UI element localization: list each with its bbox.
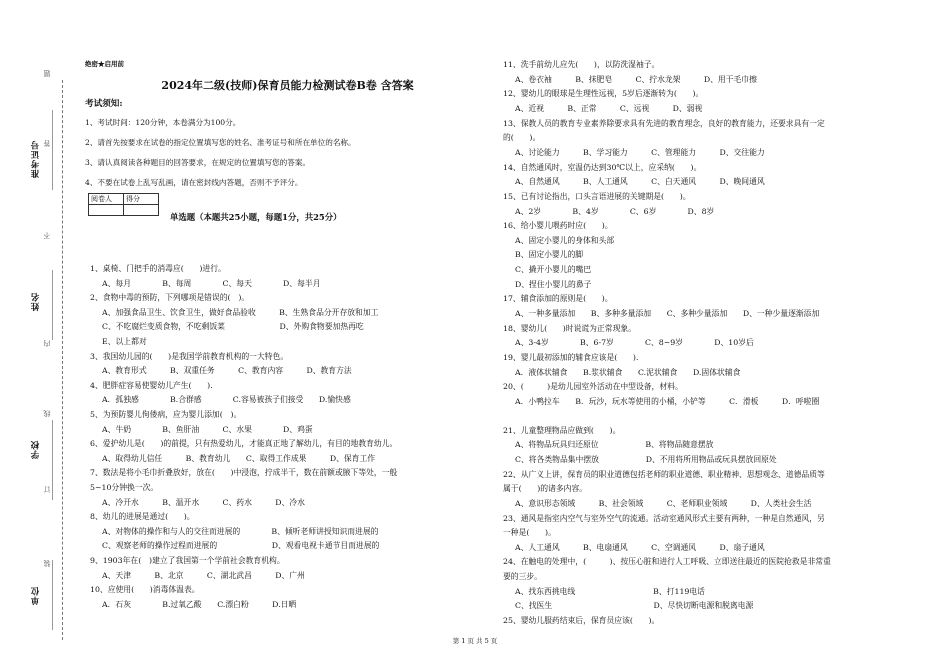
question-options: A、取得幼儿信任 B、教育幼儿 C、取得工作成果 D、保育工作: [102, 453, 376, 463]
question-options: A、讨论能力 B、学习能力 C、管理能力 D、交往能力: [515, 147, 765, 157]
question-options: C、将各类物品集中摆放 D、不用将所用物品或玩具摆放回原处: [515, 454, 777, 464]
admission-number-label: 准考证号: [31, 140, 41, 178]
question-options: C、撬开小婴儿的嘴巴: [515, 265, 592, 275]
question-options: A、教育形式 B、双重任务 C、教育内容 D、教育方法: [102, 366, 352, 376]
binding-margin: [0, 0, 78, 671]
seal-line: [62, 80, 63, 640]
question-stem: 1、桌椅、门把手的消毒应( )进行。: [90, 264, 226, 273]
question-stem: 7、数法是将小毛巾折叠放好，放在( )中浸泡，拧成半干，数在前额或腋下等处，一般: [90, 468, 398, 478]
question-stem: 23、通风是指室内空气与室外空气的流通。活动室通风形式主要有两种，一种是自然通风，另: [503, 513, 825, 523]
unit-label: 单位: [31, 586, 41, 605]
question-stem: 10、应使用( )消毒体温表。: [90, 585, 200, 595]
question-stem: 12、婴幼儿的眼球是生理性远视，5岁后逐渐转为( )。: [503, 89, 704, 99]
question-stem: 3、我国幼儿园的( )是我国学前教育机构的一大特色。: [90, 351, 289, 361]
question-options: B、固定小婴儿的脚: [515, 250, 584, 260]
question-stem: 4、肥胖症容易使婴幼儿产生( )．: [90, 380, 218, 390]
question-options: C、找医生 D、尽快切断电源和脱离电源: [515, 601, 754, 611]
question-stem: 17、辅食添加的原则是( )。: [503, 294, 613, 304]
section-heading: 单选题（本题共25小题，每题1分，共25分）: [170, 212, 342, 222]
question-options: A、人工通风 B、电扇通风 C、空调通风 D、扇子通风: [515, 542, 765, 552]
question-options: C、不吃腐烂变质食物，不吃剩饭菜 D、外购食物要加热再吃: [102, 322, 364, 332]
grader-cell[interactable]: [89, 205, 124, 216]
confidential-mark: 绝密★启用前: [85, 60, 124, 68]
question-stem: 8、幼儿的进展是通过( )。: [90, 512, 195, 522]
page-title: 2024年二级(技师)保育员能力检测试卷B卷 含答案: [161, 79, 414, 92]
score-table: [88, 193, 159, 216]
question-options: A、固定小婴儿的身体和头部: [515, 235, 615, 245]
question-options: A．液体状辅食 B.浆状辅食 C.泥状辅食 D.固体状辅食: [515, 367, 741, 377]
question-stem: 14、自然通风时，室温仍达到30℃以上，应采纳( )。: [503, 162, 702, 172]
question-options: C、观察老师的操作过程而进展的 D、观看电视卡通节目而进展的: [102, 541, 380, 551]
unit-field[interactable]: [52, 560, 53, 630]
name-field[interactable]: [52, 270, 53, 340]
grader-header: 阅卷人: [89, 194, 124, 205]
question-options: 一种是( )。: [503, 528, 556, 538]
score-header: 得分: [124, 194, 159, 205]
question-options: E、以上都对: [102, 337, 147, 346]
cut-mark: 题: [43, 70, 51, 77]
question-stem: 22、从广义上讲，保育员的职业道德包括老师的职业道德、职业精神、思想观念、道德品质等: [503, 469, 825, 479]
question-stem: 2、食物中毒的预防，下列哪项是错误的( )。: [90, 293, 250, 303]
question-stem: 11、洗手前幼儿应先( )，以防洗湿袖子。: [503, 60, 660, 69]
school-label: 学校: [31, 440, 41, 459]
question-options: A、3-4岁 B、6-7岁 C、8~9岁 D、10岁后: [515, 338, 754, 348]
question-options: 的( )。: [503, 133, 541, 143]
question-options: A、天津 B、北京 C、湖北武昌 D、广州: [102, 570, 305, 580]
question-options: A、找东西挑电线 B、打119电话: [515, 586, 705, 596]
admission-number-field[interactable]: [52, 110, 53, 190]
question-options: A、将物品玩具归还原位 B、将物品随意摆放: [515, 440, 714, 450]
name-label: 姓名: [31, 292, 41, 311]
page-footer: 第 1 页 共 5 页: [452, 637, 498, 645]
notice-item: 4、不要在试卷上乱写乱画，请在密封线内答题，否则不予评分。: [85, 178, 303, 187]
question-options: A．孤独感 B.合群感 C.容易被孩子们接受 D.愉快感: [102, 395, 351, 405]
question-stem: 15、已有讨论指出，口头言语进展的关键期是( )。: [503, 191, 691, 201]
notice-item: 3、请认真阅读各种题目的回答要求，在规定的位置填写您的答案。: [85, 158, 311, 167]
question-stem: 25、婴幼儿服药结束后，保育员应该( )。: [503, 616, 660, 626]
notice-item: 1、考试时间：120分钟，本卷满分为100分。: [85, 118, 241, 127]
question-stem: 19、婴儿最初添加的辅食应该是( )．: [503, 353, 644, 362]
notice-heading: 考试须知:: [85, 99, 123, 109]
question-stem: 5、为预防婴儿佝偻病，应为婴儿添加( )。: [90, 410, 242, 419]
cut-mark: 装: [43, 560, 51, 567]
question-stem: 18、婴幼儿( )时说谎为正常现象。: [503, 323, 636, 333]
question-stem: 21、儿童整理物品应做到( )。: [503, 425, 621, 435]
question-options: 5~10分钟换一次。: [90, 483, 159, 492]
cut-mark: 订: [43, 486, 51, 493]
score-cell[interactable]: [124, 205, 159, 216]
cut-mark: 内: [43, 340, 51, 347]
question-stem: 9、1903年在( )建立了我国第一个学前社会教育机构。: [90, 556, 285, 565]
question-options: A、自然通风 B、人工通风 C、白天通风 D、晚间通风: [515, 177, 765, 187]
question-options: A．小鸭拉车 B．玩沙，玩水等使用的小桶，小铲等 C．滑板 D．呼啦圈: [515, 396, 820, 406]
question-stem: 20、( )是幼儿园室外活动在中型设备，材料。: [503, 382, 683, 392]
question-stem: 24、在触电的处理中，( )、按压心脏和进行人工呼吸、立即送往最近的医院抢救是非常重: [503, 557, 831, 567]
question-options: A、对物体的操作和与人的交往而进展的 B、倾听老师讲授知识而进展的: [102, 526, 379, 536]
question-options: D、捏住小婴儿的鼻子: [515, 279, 592, 289]
question-options: A、牛奶 B、鱼肝油 C、水果 D、鸡蛋: [102, 424, 313, 434]
question-options: 要的三步。: [503, 572, 542, 582]
question-options: A、冷开水 B、温开水 C、药水 D、冷水: [102, 497, 305, 507]
question-options: A、一种多量添加 B、多种多量添加 C、多种少量添加 D、一种少量逐渐添加: [515, 309, 820, 319]
notice-item: 2、请首先按要求在试卷的指定位置填写您的姓名、准考证号和所在单位的名称。: [85, 138, 356, 147]
cut-mark: 不: [43, 232, 51, 239]
question-options: A．石灰 B.过氧乙酸 C.漂白粉 D.日晒: [102, 599, 297, 609]
question-options: A、卷衣袖 B、抹肥皂 C、拧水龙架 D、用干毛巾擦: [515, 74, 757, 84]
cut-mark: 答: [43, 140, 51, 147]
question-stem: 16、给小婴儿喂药时应( )。: [503, 221, 613, 231]
cut-mark: 线: [43, 410, 51, 417]
question-stem: 13、保教人员的教育专业素养除要求具有先进的教育理念，良好的教育能力，还要求具有一定: [503, 118, 825, 128]
question-options: 属于( )的诸多内容。: [503, 484, 588, 494]
school-field[interactable]: [52, 420, 53, 500]
question-stem: 6、爱护幼儿是( )的前提，只有热爱幼儿，才能真正地了解幼儿，有目的地教育幼儿。: [90, 439, 398, 449]
question-options: A、意识形态领域 B、社会领域 C、老师职业领域 D、人类社会生活: [515, 498, 812, 508]
question-options: A、2岁 B、4岁 C、6岁 D、8岁: [515, 206, 715, 216]
question-options: A、加强食品卫生、饮食卫生，做好食品验收 B、生熟食品分开存放和加工: [102, 307, 379, 317]
question-options: A、近视 B、正常 C、远视 D、弱视: [515, 103, 703, 113]
question-options: A、每月 B、每周 C、每天 D、每半月: [102, 278, 321, 288]
